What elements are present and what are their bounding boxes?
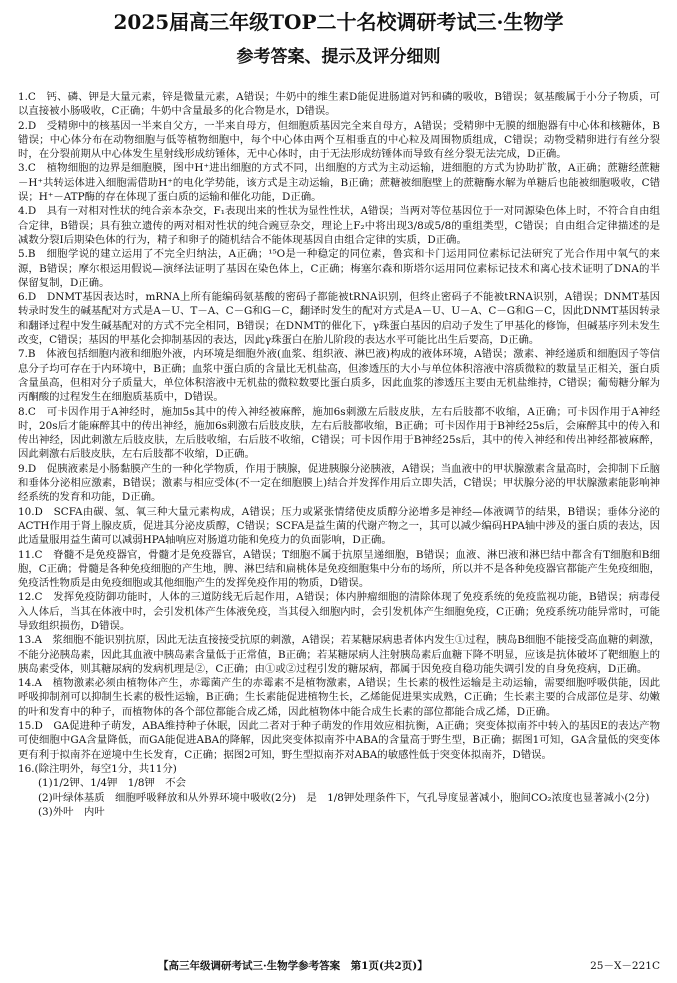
footer-code: 25－X－221C	[590, 960, 660, 972]
answer-16-part-1: (1)1/2钾、1/4钾 1/8钾 不会	[38, 777, 187, 790]
answer-item-14: 14.A 植物激素必须由植物体产生，赤霉菌产生的赤霉素不是植物激素，A错误；生长素的极性运输是主动运输，需要细胞呼吸供能，因此呼吸抑制剂可以抑制生长素的极性运输，B正确；生长素能促进植物生长，乙烯能促进果实成熟，C正确；生长素主要的合成部位是芽、幼嫩的叶和发育中的种子，而植物体的各个部位都能合成乙烯，因此植物体中能合成生长素的部位都能合成乙烯，D正确。	[18, 677, 660, 718]
answer-item-5: 5.B 细胞学说的建立运用了不完全归纳法，A正确；¹⁵O是一种稳定的同位素，鲁宾和卡门运用同位素标记法研究了光合作用中氧气的来源，B错误；摩尔根运用假说—演绎法证明了基因在染色体上，C正确；梅塞尔森和斯塔尔运用同位素标记技术和离心技术证明了DNA的半保留复制，D正确。	[18, 248, 660, 289]
answer-item-3: 3.C 植物细胞的边界是细胞膜，图中H⁺进出细胞的方式不同，出细胞的方式为主动运输，进细胞的方式为协助扩散，A正确；蔗糖经蔗糖－H⁺共转运体进入细胞需借助H⁺的电化学势能，该方式是主动运输，B正确；蔗糖被细胞壁上的蔗糖酶水解为单糖后也能被细胞吸收，C错误；H⁺－ATP酶的存在体现了蛋白质的运输和催化功能，D正确。	[18, 162, 660, 204]
page-title: 2025届高三年级TOP二十名校调研考试三·生物学	[113, 10, 564, 34]
answer-item-15: 15.D GA促进种子萌发，ABA维持种子休眠，因此二者对于种子萌发的作用效应相抗衡，A正确；突变体拟南芥中转入的基因E的表达产物可使细胞中GA含量降低，而GA能促进ABA的降解，因此突变体拟南芥中ABA的含量高于野生型，B正确；据图1可知，GA含量低的突变体更有利于拟南芥在逆境中生长发育，C正确；据图2可知，野生型拟南芥对ABA的敏感性低于突变体拟南芥，D错误。	[18, 720, 660, 761]
answer-item-16: 16.(除注明外，每空1分，共11分)	[18, 762, 177, 775]
answer-16-part-3: (3)外叶 内叶	[38, 805, 105, 818]
answer-item-10: 10.D SCFA由碳、氢、氧三种大量元素构成，A错误；压力或紧张情绪使皮质醇分泌增多是神经—体液调节的结果，B错误；垂体分泌的ACTH作用于肾上腺皮质，促进其分泌皮质醇，C错误；SCFA是益生菌的代谢产物之一，其可以减少编码HPA轴中涉及的蛋白质的表达，因此适量服用益生菌可以减弱HPA轴响应对肠道功能和免疫力的负面影响，D正确。	[18, 505, 660, 547]
answer-item-9: 9.D 促胰液素是小肠黏膜产生的一种化学物质，作用于胰腺，促进胰腺分泌胰液，A错误；当血液中的甲状腺激素含量高时，会抑制下丘脑和垂体分泌相应激素，B错误；激素与相应受体(不一定在细胞膜上)结合并发挥作用后立即失活，C错误；甲状腺分泌的甲状腺激素能影响神经系统的发育和功能，D正确。	[18, 462, 660, 504]
answer-item-12: 12.C 发挥免疫防御功能时，人体的三道防线无后起作用，A错误；体内肿瘤细胞的清除体现了免疫系统的免疫监视功能，B错误；病毒侵入人体后，当其在体液中时，会引发机体产生体液免疫，当其侵入细胞内时，会引发机体产生细胞免疫，C正确；免疫系统功能异常时，可能导致组织损伤，D错误。	[18, 591, 660, 632]
page-subtitle: 参考答案、提示及评分细则	[236, 47, 441, 67]
answer-item-1: 1.C 钙、磷、钾是大量元素，锌是微量元素，A错误；牛奶中的维生素D能促进肠道对钙和磷的吸收，B错误；氨基酸属于小分子物质，可以直接被小肠吸收，C正确；牛奶中含量最多的化合物是水，D错误。	[18, 91, 660, 118]
footer-page-info: 【高三年级调研考试三·生物学参考答案 第1页(共2页)】	[158, 960, 428, 972]
page-footer	[18, 958, 660, 974]
answer-item-8: 8.C 可卡因作用于A神经时，施加5s其中的传入神经被麻醉，施加6s刺激左后肢皮肤，左右后肢都不收缩，A正确；可卡因作用于A神经时，20s后才能麻醉其中的传出神经，施加6s刺激右后肢皮肤，左右后肢都收缩，B正确；可卡因作用于B神经25s后，会麻醉其中的传入和传出神经，因此刺激左后肢皮肤，左后肢收缩，右后肢不收缩，C错误；可卡因作用于B神经25s后，其中的传入神经和传出神经都被麻醉，因此刺激右后肢皮肤，左右后肢都不收缩，D正确。	[18, 405, 660, 461]
answer-item-7: 7.B 体液包括细胞内液和细胞外液，内环境是细胞外液(血浆、组织液、淋巴液)构成的液体环境，A错误；激素、神经递质和细胞因子等信息分子均可存在于内环境中，B正确；血浆中蛋白质的含量比无机盐高，但渗透压的大小与单位体积溶液中溶质微粒的数量呈正相关，蛋白质含量虽高，但相对分子质量大，单位体积溶液中无机盐的微粒数要比蛋白质多，因此血浆的渗透压主要由无机盐维持，C错误；葡萄糖分解为丙酮酸的过程发生在细胞质基质中，D错误。	[18, 348, 660, 404]
answer-item-6: 6.D DNMT基因表达时，mRNA上所有能编码氨基酸的密码子都能被tRNA识别，但终止密码子不能被tRNA识别，A错误；DNMT基因转录时发生的碱基配对方式是A－U、T－A、C－G和G－C，翻译时发生的配对方式是A－U、U－A、C－G和G－C，因此DNMT基因转录和翻译过程中发生碱基配对的方式不完全相同，B错误；在DNMT的催化下，γ珠蛋白基因的启动子发生了甲基化的修饰，但碱基序列未发生改变，C错误；基因的甲基化会抑制基因的表达，因此γ珠蛋白在胎儿阶段的表达水平可能比出生后要高，D正确。	[18, 291, 660, 347]
answer-16-part-2: (2)叶绿体基质 细胞呼吸释放和从外界环境中吸收(2分) 是 1/8钾处理条件下，气孔导度显著减小，胞间CO₂浓度也显著减小(2分)	[38, 791, 650, 804]
answer-list	[18, 90, 660, 819]
answer-item-11: 11.C 脊髓不是免疫器官，骨髓才是免疫器官，A错误；T细胞不属于抗原呈递细胞，B错误；血液、淋巴液和淋巴结中都含有T细胞和B细胞，C正确；骨髓是各种免疫细胞的产生地，脾、淋巴结和扁桃体是免疫细胞集中分布的场所，所以并不是各种免疫器官都能产生免疫细胞，免疫活性物质是由免疫细胞或其他细胞产生的发挥免疫作用的物质，D错误。	[18, 548, 660, 590]
answer-item-4: 4.D 具有一对相对性状的纯合亲本杂交，F₁表现出来的性状为显性性状，A错误；当两对等位基因位于一对同源染色体上时，不符合自由组合定律，B错误；具有独立遗传的两对相对性状的纯合豌豆杂交，理论上F₂中将出现3/8或5/8的重组类型，C错误；自由组合定律描述的是减数分裂Ⅰ后期染色体的行为，精子和卵子的随机结合不能体现基因自由组合定律的实质，D正确。	[18, 205, 660, 246]
answer-item-2: 2.D 受精卵中的核基因一半来自父方，一半来自母方，但细胞质基因完全来自母方，A错误；受精卵中无膜的细胞器有中心体和核糖体，B错误；中心体分布在动物细胞与低等植物细胞中，每个中心体由两个互相垂直的中心粒及周围物质组成，C错误；动物受精卵进行有丝分裂时，在分裂前期从中心体发生星射线形成纺锤体，无中心体时，由于无法形成纺锤体而导致有丝分裂无法完成，D正确。	[18, 119, 660, 161]
answer-item-13: 13.A 浆细胞不能识别抗原，因此无法直接接受抗原的刺激，A错误；若某糖尿病患者体内发生①过程，胰岛B细胞不能接受高血糖的刺激，不能分泌胰岛素，因此其血液中胰岛素含量低于正常值，B正确；若某糖尿病人注射胰岛素后血糖下降不明显，应该是抗体破坏了靶细胞上的胰岛素受体，则其糖尿病的发病机理是②，C正确；由①或②过程引发的糖尿病，都属于因免疫自稳功能失调引发的自身免疫病，D正确。	[18, 634, 660, 675]
